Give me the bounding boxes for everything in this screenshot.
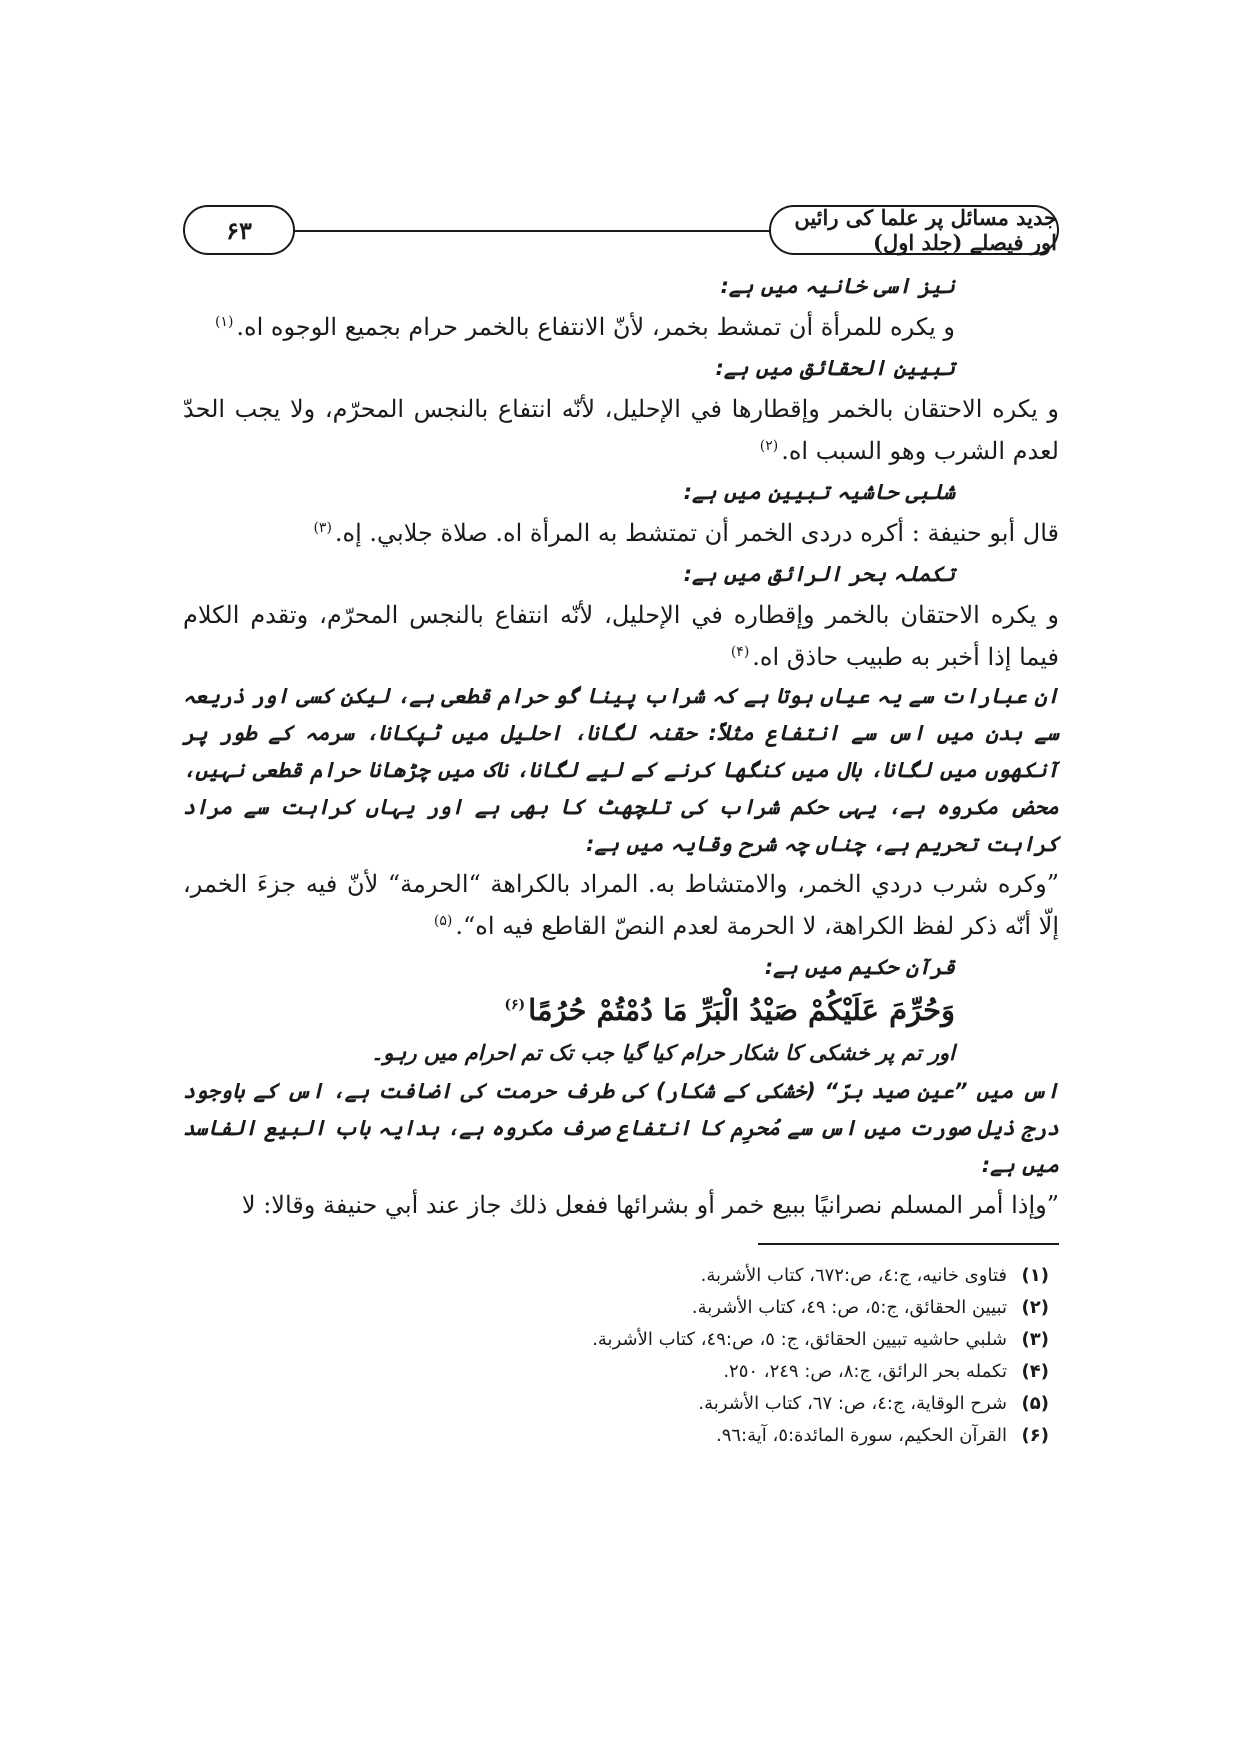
footnote-marker: (۳) [313,520,332,536]
arabic-quote: و يكره الاحتقان بالخمر وإقطاره في الإحليل، لأنّه انتفاع بالنجس المحرّم، وتقدم الكلام فيما إذا أخبر به طبيب حاذق اه.$^{(۴)}$ [183,601,1059,671]
page-header [183,202,1059,262]
footnotes-list [183,1260,1059,1452]
section-heading: قرآن حکیم میں ہے: [764,955,955,979]
urdu-paragraph: ان عبارات سے یہ عیاں ہوتا ہے کہ شراب پینا گو حرام قطعی ہے، لیکن کسی اور ذریعہ سے بدن میں اس سے انتفاع مثلاً: حقنہ لگانا، احلیل میں ٹپکانا، سرمہ کے طور پر آنکھوں میں لگانا، بال میں کنگھا کرنے کے لیے لگانا، ناک میں چڑھانا حرام قطعی نہیں، محض مکروہ ہے، یہی حکم شراب کی تلچھٹ کا بھی ہے اور یہاں کراہت سے مراد کراہت تحریم ہے، چناں چہ شرح وقایہ میں ہے: [183,684,1059,856]
arabic-quote: ”وإذا أمر المسلم نصرانيًا ببيع خمر أو بشرائها ففعل ذلك جاز عند أبي حنيفة وقالا: لا [241,1191,1059,1219]
footnote-item: (۵)شرح الوقاية، ج:٤، ص: ٦٧، كتاب الأشربة. [698,1393,1049,1414]
arabic-quote: ”وكره شرب دردي الخمر، والامتشاط به. المراد بالكراهة “الحرمة“ لأنّ فيه جزءَ الخمر، إلّا أنّه ذكر لفظ الكراهة، لا الحرمة لعدم النصّ القاطع فيه اه“.$^{(۵)}$ [183,870,1059,940]
footnote-marker: (۴) [730,644,750,660]
book-title-text: جدید مسائل پر علما کی رائیں اور فیصلے (جلد اول) [794,205,1057,255]
footnote-item: (۱)فتاوی خانیه، ج:٤، ص:٦٧٢، كتاب الأشربة. [700,1265,1049,1286]
footnote-item: (۲)تبيين الحقائق، ج:٥، ص: ٤٩، كتاب الأشربة. [691,1297,1049,1318]
footnote-marker: (۲) [759,438,779,454]
urdu-paragraph: اس میں ”عین صید برّ“ (خشکی کے شکار) کی طرف حرمت کی اضافت ہے، اس کے باوجود درج ذیل صورت میں اس سے مُحرِم کا انتفاع صرف مکروہ ہے، ہدایہ باب البیع الفاسد میں ہے: [183,1079,1059,1177]
section-heading: تکملہ بحر الرائق میں ہے: [683,562,955,586]
footnote-item: (۶)القرآن الحكيم، سورة المائدة:٥، آية:٩٦. [715,1425,1049,1446]
footnote-marker: (۱) [214,314,234,330]
footnote-divider [758,1243,1059,1245]
page-body [183,266,1059,1219]
section-heading: تبیین الحقائق میں ہے: [715,356,955,380]
verse-translation: اور تم پر خشکی کا شکار حرام کیا گیا جب تک تم احرام میں رہو۔ [370,1041,955,1065]
section-heading: نیز اسی خانیہ میں ہے: [720,274,955,298]
footnote-marker: (۵) [433,913,453,929]
page-number [183,205,295,255]
footnote-marker: (۶) [504,997,526,1014]
page-number-text: ۶۳ [226,215,252,245]
arabic-quote: و یکره للمرأة أن تمشط بخمر، لأنّ الانتفاع بالخمر حرام بجميع الوجوه اه.$^{(۱)}$ [183,306,1059,348]
footnote-item: (۳)شلبي حاشيه تبيين الحقائق، ج: ٥، ص:٤٩، كتاب الأشربة. [592,1329,1049,1350]
section-heading: شلبی حاشیہ تبیین میں ہے: [683,480,955,504]
footnote-item: (۴)تكمله بحر الرائق، ج:٨، ص: ٢٤٩، ٢٥٠. [723,1361,1049,1382]
book-title [769,205,1059,255]
arabic-quote: قال أبو حنيفة : أكره دردی الخمر أن تمتشط به المرأة اه. صلاة جلابي. إه.$^{(۳)}$ [183,512,1059,554]
arabic-quote: و يكره الاحتقان بالخمر وإقطارها في الإحليل، لأنّه انتفاع بالنجس المحرّم، ولا يجب الحدّ لعدم الشرب وهو السبب اه.$^{(۲)}$ [183,395,1059,465]
quran-verse: وَحُرِّمَ عَلَيْكُمْ صَيْدُ الْبَرِّ مَا دُمْتُمْ حُرُمًا$^{(۶)}$ [183,987,1059,1033]
